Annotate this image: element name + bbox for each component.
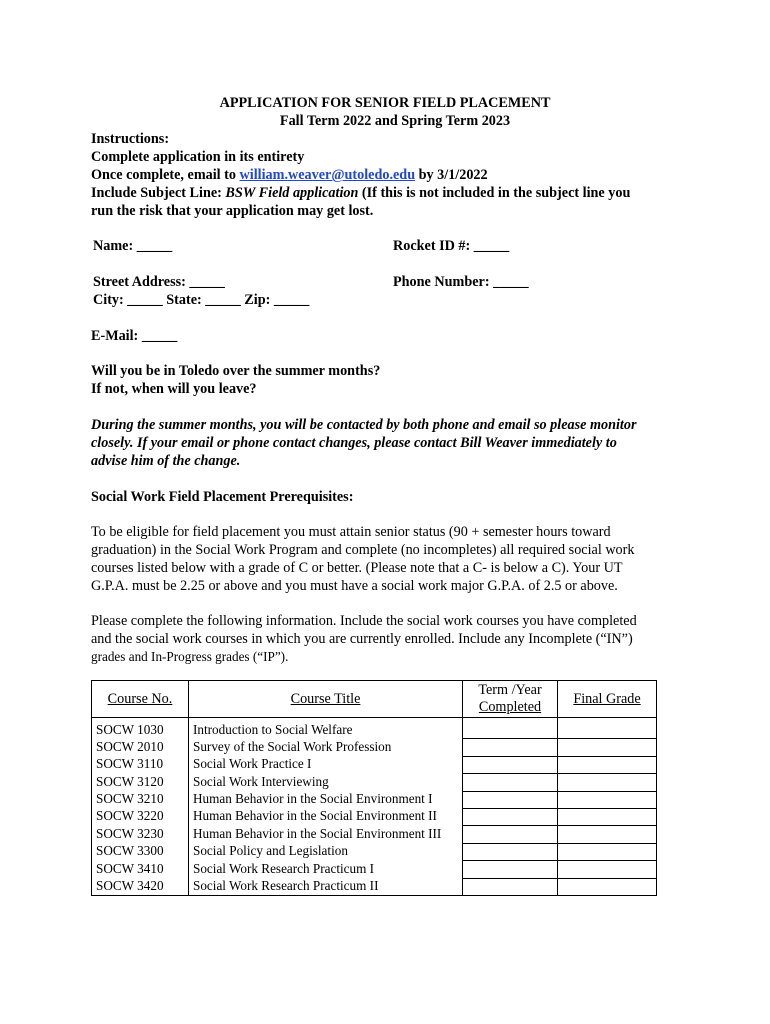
name-field[interactable]: Name: _____: [93, 238, 173, 254]
term-year-input-cell[interactable]: [463, 718, 558, 739]
course-number-cell: SOCW 3110: [92, 756, 189, 773]
summer-question-1: Will you be in Toledo over the summer months?: [91, 363, 381, 379]
final-grade-input-cell[interactable]: [558, 774, 657, 791]
course-number-cell: SOCW 3120: [92, 774, 189, 791]
prerequisites-para-2-line-3: grades and In-Progress grades (“IP”).: [91, 649, 289, 664]
city-state-zip-field[interactable]: City: _____ State: _____ Zip: _____: [93, 292, 310, 308]
header-term-year: Term /Year Completed: [463, 681, 558, 718]
table-row: [92, 739, 657, 756]
course-title-cell: Social Policy and Legislation: [189, 843, 463, 860]
final-grade-input-cell[interactable]: [558, 739, 657, 756]
courses-table: [91, 680, 657, 896]
prerequisites-para-2-line-1: Please complete the following information. Include the social work courses you have completed: [91, 613, 637, 629]
course-title-cell: Introduction to Social Welfare: [189, 718, 463, 739]
prerequisites-heading: Social Work Field Placement Prerequisites:: [91, 489, 354, 505]
instructions-line-1: Complete application in its entirety: [91, 149, 305, 165]
summer-notice-line-2: closely. If your email or phone contact changes, please contact Bill Weaver immediately to: [91, 435, 617, 451]
rocket-id-field[interactable]: Rocket ID #: _____: [393, 238, 510, 254]
table-row: [92, 791, 657, 808]
table-row: [92, 718, 657, 739]
instructions-line-2-post: by 3/1/2022: [415, 167, 488, 183]
course-title-cell: Human Behavior in the Social Environment III: [189, 826, 463, 843]
final-grade-input-cell[interactable]: [558, 756, 657, 773]
document-term: Fall Term 2022 and Spring Term 2023: [279, 113, 511, 129]
courses-table-header: [92, 681, 657, 718]
course-number-cell: SOCW 3420: [92, 878, 189, 895]
final-grade-input-cell[interactable]: [558, 808, 657, 825]
course-title-cell: Human Behavior in the Social Environment I: [189, 791, 463, 808]
final-grade-input-cell[interactable]: [558, 718, 657, 739]
instructions-heading: Instructions:: [91, 131, 170, 147]
term-year-input-cell[interactable]: [463, 843, 558, 860]
email-field[interactable]: E-Mail: _____: [91, 328, 178, 344]
course-number-cell: SOCW 3410: [92, 861, 189, 878]
final-grade-input-cell[interactable]: [558, 878, 657, 895]
course-title-cell: Social Work Interviewing: [189, 774, 463, 791]
instructions-line-4: run the risk that your application may get lost.: [91, 203, 374, 219]
phone-number-field[interactable]: Phone Number: _____: [393, 274, 529, 290]
instructions-line-3-pre: Include Subject Line:: [91, 185, 226, 201]
instructions-line-2-pre: Once complete, email to: [91, 167, 240, 183]
table-row: [92, 756, 657, 773]
course-title-cell: Social Work Practice I: [189, 756, 463, 773]
term-year-input-cell[interactable]: [463, 826, 558, 843]
final-grade-input-cell[interactable]: [558, 861, 657, 878]
term-year-input-cell[interactable]: [463, 791, 558, 808]
course-number-cell: SOCW 3210: [92, 791, 189, 808]
summer-notice-line-3: advise him of the change.: [91, 453, 241, 469]
prerequisites-para-1-line-1: To be eligible for field placement you must attain senior status (90 + semester hours toward: [91, 524, 611, 540]
prerequisites-para-1-line-2: graduation) in the Social Work Program and complete (no incompletes) all required social work: [91, 542, 635, 558]
instructions-line-2: [91, 166, 488, 184]
instructions-line-3: [91, 184, 630, 202]
courses-table-body: [92, 718, 657, 896]
course-number-cell: SOCW 3300: [92, 843, 189, 860]
final-grade-input-cell[interactable]: [558, 791, 657, 808]
street-address-field[interactable]: Street Address: _____: [93, 274, 225, 290]
prerequisites-para-1-line-3: courses listed below with a grade of C or better. (Please note that a C- is below a C). Your UT: [91, 560, 623, 576]
document-title: APPLICATION FOR SENIOR FIELD PLACEMENT: [219, 95, 551, 111]
term-year-input-cell[interactable]: [463, 861, 558, 878]
term-year-input-cell[interactable]: [463, 739, 558, 756]
course-title-cell: Survey of the Social Work Profession: [189, 739, 463, 756]
course-number-cell: SOCW 2010: [92, 739, 189, 756]
email-link[interactable]: william.weaver@utoledo.edu: [239, 167, 416, 183]
course-title-cell: Social Work Research Practicum I: [189, 861, 463, 878]
instructions-line-3-post: (If this is not included in the subject line you: [358, 185, 631, 201]
course-title-cell: Human Behavior in the Social Environment II: [189, 808, 463, 825]
course-number-cell: SOCW 3230: [92, 826, 189, 843]
final-grade-input-cell[interactable]: [558, 843, 657, 860]
table-row: [92, 774, 657, 791]
term-year-input-cell[interactable]: [463, 774, 558, 791]
course-title-cell: Social Work Research Practicum II: [189, 878, 463, 895]
summer-notice-line-1: During the summer months, you will be contacted by both phone and email so please monitor: [91, 417, 637, 433]
final-grade-input-cell[interactable]: [558, 826, 657, 843]
course-number-cell: SOCW 3220: [92, 808, 189, 825]
table-row: [92, 878, 657, 895]
prerequisites-para-1-line-4: G.P.A. must be 2.25 or above and you must have a social work major G.P.A. of 2.5 or above.: [91, 578, 618, 594]
header-final-grade: Final Grade: [558, 681, 657, 718]
term-year-input-cell[interactable]: [463, 808, 558, 825]
table-row: [92, 826, 657, 843]
prerequisites-para-2-line-2: and the social work courses in which you are currently enrolled. Include any Incomplete (“IN”): [91, 631, 633, 647]
header-course-no: Course No.: [92, 681, 189, 718]
subject-line-text: BSW Field application: [225, 185, 359, 201]
term-year-input-cell[interactable]: [463, 756, 558, 773]
table-row: [92, 808, 657, 825]
summer-question-2: If not, when will you leave?: [91, 381, 257, 397]
course-number-cell: SOCW 1030: [92, 718, 189, 739]
term-year-input-cell[interactable]: [463, 878, 558, 895]
header-course-title: Course Title: [189, 681, 463, 718]
table-row: [92, 843, 657, 860]
table-row: [92, 861, 657, 878]
